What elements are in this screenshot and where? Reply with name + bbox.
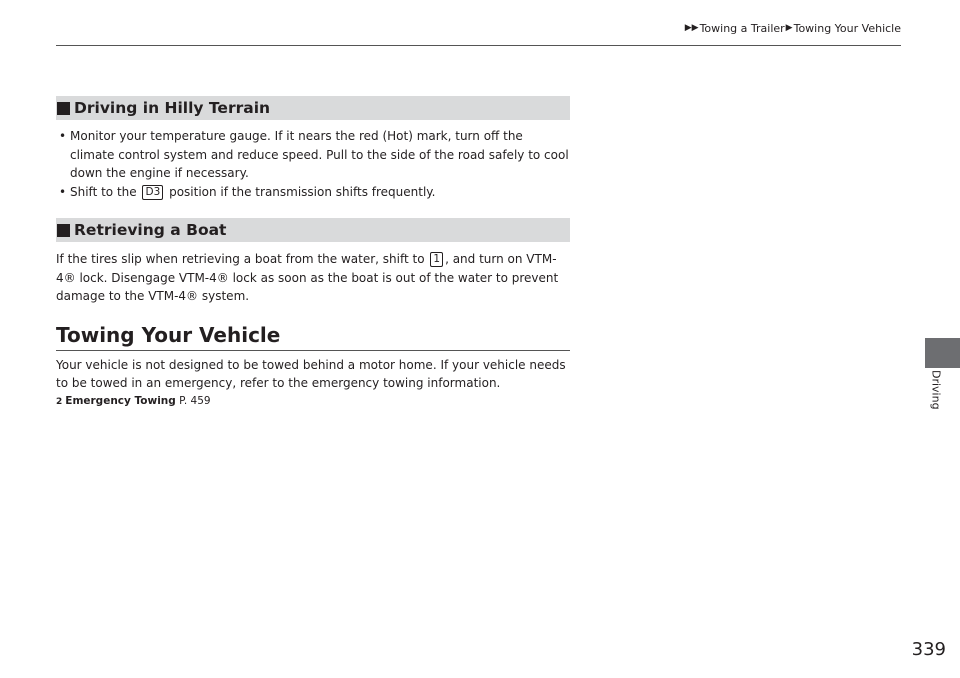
cross-reference[interactable] (56, 394, 570, 410)
section-heading-boat (56, 218, 570, 242)
breadcrumb (0, 20, 901, 36)
header-rule (56, 45, 901, 46)
bullet-list (56, 127, 570, 201)
page-content (56, 96, 570, 410)
bullet-text: Monitor your temperature gauge. If it nears the red (Hot) mark, turn off the climate control system and reduce speed. Pull to the side of the road safely to cool down the engine if necessary. (70, 129, 569, 180)
section-heading-text: Driving in Hilly Terrain (74, 99, 271, 117)
double-arrow-icon: ▶▶ (684, 23, 699, 33)
bullet-dot-icon: • (59, 129, 67, 143)
reference-label[interactable]: Emergency Towing (65, 394, 176, 407)
paragraph-text: If the tires slip when retrieving a boat from the water, shift to (56, 252, 425, 266)
paragraph-text: , and turn on VTM-4® lock. Disengage VTM-4® lock as soon as the boat is out of the water to prevent damage to the VTM-4® system. (56, 252, 559, 303)
section-tab-label: Driving (929, 370, 943, 410)
breadcrumb-item[interactable]: Towing a Trailer (699, 21, 785, 35)
gear-position-key: D3 (142, 185, 163, 200)
list-item (56, 183, 570, 202)
section-heading-text: Retrieving a Boat (74, 221, 227, 239)
section-tab (925, 338, 960, 368)
paragraph-text: Your vehicle is not designed to be towed behind a motor home. If your vehicle needs to be towed in an emergency, refer to the emergency towing information. (56, 357, 566, 390)
bullet-dot-icon: • (59, 184, 67, 199)
reference-page: P. 459 (179, 394, 211, 407)
arrow-icon: ▶ (785, 23, 793, 33)
square-bullet-icon (57, 224, 70, 237)
reference-icon: 2 (56, 396, 63, 407)
page-number: 339 (911, 639, 946, 660)
section-title: Towing Your Vehicle (56, 317, 570, 351)
bullet-text: position if the transmission shifts frequently. (169, 184, 436, 199)
list-item (56, 127, 570, 183)
section-heading-hilly (56, 96, 570, 120)
gear-position-key: 1 (430, 252, 443, 267)
paragraph (56, 250, 570, 306)
bullet-text: Shift to the (70, 184, 137, 199)
paragraph (56, 356, 570, 393)
square-bullet-icon (57, 102, 70, 115)
breadcrumb-item[interactable]: Towing Your Vehicle (793, 21, 901, 35)
